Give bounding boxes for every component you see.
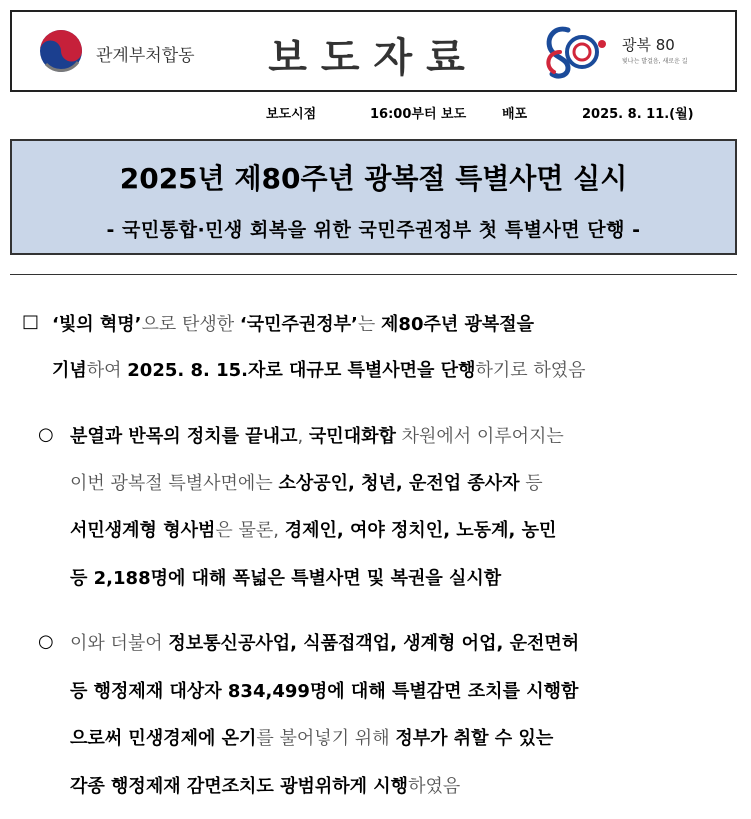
emblem-subtext: 빛나는 발걸음, 새로운 길 xyxy=(622,58,688,65)
text-run: ‘빛의 혁명’ xyxy=(52,314,142,335)
text-run: 차원에서 이루어지는 xyxy=(395,426,564,447)
text-run: 등 xyxy=(519,473,543,494)
text-run: 분열과 반목의 정치를 끝내고 xyxy=(70,426,298,447)
paragraph-line xyxy=(70,564,501,590)
paragraph-line xyxy=(70,469,543,495)
text-run: 서민생계형 형사범 xyxy=(70,520,216,541)
distribution-label: 배포 xyxy=(502,107,528,122)
distribution-date: 2025. 8. 11.(월) xyxy=(582,107,694,122)
paragraph-line xyxy=(70,724,553,750)
paragraph-line xyxy=(70,516,556,542)
text-run: 등 행정제재 대상자 834,499명에 대해 특별감면 조치를 시행함 xyxy=(70,681,579,702)
paragraph-line xyxy=(70,772,460,798)
text-run: ‘국민주권정부’ xyxy=(239,314,358,335)
text-run: 경제인, 여야 정치인, 노동계, 농민 xyxy=(284,520,557,541)
paragraph-line xyxy=(70,422,564,448)
text-run: 하기로 하였음 xyxy=(475,360,586,381)
headline: 2025년 제80주년 광복절 특별사면 실시 xyxy=(119,162,628,195)
emblem-text: 광복 80 xyxy=(622,36,675,54)
paragraph-line xyxy=(70,629,579,655)
subheadline: - 국민통합·민생 회복을 위한 국민주권정부 첫 특별사면 단행 - xyxy=(106,219,641,241)
text-run: 으로써 민생경제에 xyxy=(70,728,222,749)
headline-box xyxy=(10,139,737,255)
text-run: 기념 xyxy=(52,360,87,381)
text-run: 정보통신공사업, 식품접객업, 생계형 어업, 운전면허 xyxy=(168,633,580,654)
text-run: 2025. 8. 15.자로 대규모 특별사면을 단행 xyxy=(127,360,476,381)
text-run: , xyxy=(297,426,309,447)
press-release-title: 보도자료 xyxy=(268,35,479,81)
text-run: 온기 xyxy=(221,728,257,749)
text-run: 이번 광복절 특별사면에는 xyxy=(70,473,279,494)
liberation-80-emblem-icon xyxy=(538,22,618,80)
paragraph-line xyxy=(70,677,578,703)
text-run: 는 xyxy=(357,314,382,335)
paragraph-line xyxy=(52,310,534,336)
text-run: 등 2,188명에 대해 폭넓은 특별사면 및 복권을 실시함 xyxy=(70,568,502,589)
square-bullet: □ xyxy=(22,311,40,332)
text-run: 은 물론, xyxy=(215,520,285,541)
text-run: 국민대화합 xyxy=(308,426,396,447)
text-run: 이와 더불어 xyxy=(70,633,169,654)
divider xyxy=(10,274,737,275)
release-time-label: 보도시점 xyxy=(266,107,317,122)
text-run: 를 불어넣기 위해 xyxy=(256,728,396,749)
ministry-name: 관계부처합동 xyxy=(96,46,195,66)
circle-bullet: ○ xyxy=(38,631,54,652)
text-run: 으로 탄생한 xyxy=(141,314,240,335)
release-time-value: 16:00부터 보도 xyxy=(370,107,467,122)
paragraph-line xyxy=(52,356,586,382)
text-run: 각종 행정제재 감면조치도 광범위하게 시행 xyxy=(70,776,409,797)
text-run: 하여 xyxy=(86,360,128,381)
text-run: 제80주년 광복절을 xyxy=(381,314,535,335)
text-run: 소상공인, 청년, 운전업 종사자 xyxy=(278,473,520,494)
text-run: 하였음 xyxy=(408,776,461,797)
circle-bullet: ○ xyxy=(38,424,54,445)
text-run: 정부가 취할 수 있는 xyxy=(395,728,554,749)
header-box xyxy=(10,10,737,92)
